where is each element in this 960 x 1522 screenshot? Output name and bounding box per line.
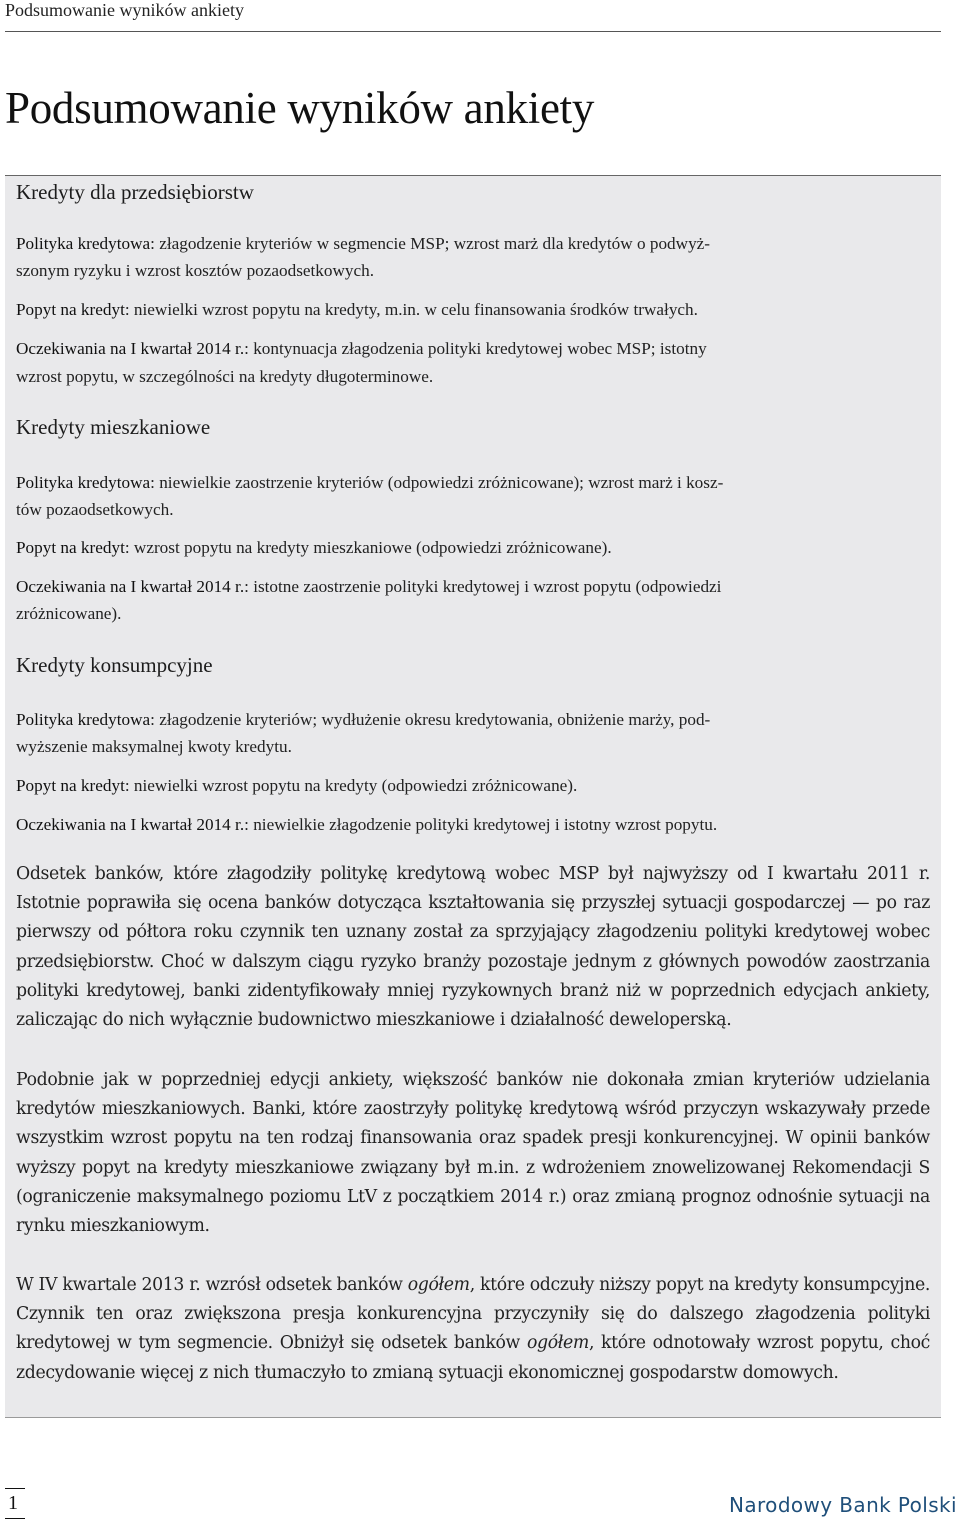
item-demand-line [16, 297, 698, 323]
item-text: : złagodzenie kryteriów w segmencie MSP; wzrost marż dla kredytów o podwyż- [150, 234, 711, 253]
item-text: : kontynuacja złagodzenia polityki kredytowej wobec MSP; istotny [244, 339, 707, 358]
item-text-continued: tów pozaodsetkowych. [16, 500, 174, 519]
page-title: Podsumowanie wyników ankiety [5, 83, 595, 133]
paragraph-text: W IV kwartale 2013 r. wzrósł odsetek banków [16, 1275, 408, 1295]
item-label: Popyt na kredyt [16, 300, 125, 319]
item-text-continued: zróżnicowane). [16, 604, 122, 623]
item-label: Popyt na kredyt [16, 538, 125, 557]
item-text: : niewielki wzrost popytu na kredyty (odpowiedzi zróżnicowane). [124, 776, 578, 795]
item-label: Popyt na kredyt [16, 776, 125, 795]
summary-box [5, 175, 941, 1418]
footer-page-rule-bottom [5, 1518, 25, 1519]
item-credit-policy-line [16, 707, 710, 733]
page-number: 1 [8, 1492, 18, 1514]
section-heading-mortgage-loans: Kredyty mieszkaniowe [16, 415, 211, 439]
nbp-logo: Narodowy Bank Polski [728, 1493, 957, 1517]
paragraph-consumer [16, 1271, 930, 1388]
item-text: : istotne zaostrzenie polityki kredytowej i wzrost popytu (odpowiedzi [244, 577, 722, 596]
item-label: Oczekiwania na I kwartał 2014 r. [16, 339, 245, 358]
paragraph-mortgage: Podobnie jak w poprzedniej edycji ankiety, większość banków nie dokonała zmian kryteriów udzielania kredytów mieszkaniowych. Banki, które zaostrzyły politykę kredytową wśród przyczyn wskazywały przede wszystkim wzrost popytu na ten rodzaj finansowania oraz spadek presji konkurencyjnej. W opinii banków wyższy popyt na kredyty mieszkaniowe związany był m.in. z wdrożeniem znowelizowanej Rekomendacji S (ograniczenie maksymalnego poziomu LtV z początkiem 2014 r.) oraz zmianą prognoz odnośnie sytuacji na rynku mieszkaniowym. [16, 1070, 930, 1237]
item-label: Polityka kredytowa [16, 473, 151, 492]
paragraph-enterprise: Odsetek banków, które złagodziły politykę kredytową wobec MSP był najwyższy od I kwartału 2011 r. Istotnie poprawiła się ocena banków dotycząca kształtowania się przyszłej sytuacji gospodarczej — po raz pierwszy od półtora roku czynnik ten uznany został za sprzyjający złagodzeniu polityki kredytowej wobec przedsiębiorstw. Choć w dalszym ciągu ryzyko branży pozostaje jednym z głównych powodów zaostrzania polityki kredytowej, banki zidentyfikowały mniej ryzykownych branż niż w poprzednich edycjach ankiety, zaliczając do nich wyłącznie budownictwo mieszkaniowe i działalność deweloperską. [16, 864, 930, 1031]
section-heading-enterprise-loans: Kredyty dla przedsiębiorstw [16, 180, 254, 204]
item-text: : złagodzenie kryteriów; wydłużenie okresu kredytowania, obniżenie marży, pod- [150, 710, 711, 729]
item-expectations-line [16, 574, 721, 600]
item-demand-line [16, 535, 612, 561]
header-divider [5, 31, 941, 32]
paragraph-text: , które odczuły niższy popyt na kredyty konsumpcyjne. Czynnik ten oraz zwiększona presja konkurencyjna przyczyniły się do dalszego złagodzenia polityki kredytowej w tym segmencie. Obniżył się odsetek banków [16, 1275, 930, 1354]
item-text-continued: wyższenie maksymalnej kwoty kredytu. [16, 737, 292, 756]
item-label: Oczekiwania na I kwartał 2014 r. [16, 577, 245, 596]
paragraph-emphasis: ogółem [407, 1275, 470, 1295]
item-credit-policy-line [16, 470, 723, 496]
item-credit-policy-line [16, 231, 710, 257]
item-demand-line [16, 773, 577, 799]
item-text-continued: szonym ryzyku i wzrost kosztów pozaodsetkowych. [16, 261, 375, 280]
item-expectations-line [16, 812, 717, 838]
paragraph-text: , które odnotowały wzrost popytu, choć zdecydowanie więcej z nich tłumaczyło to zmianą sytuacji ekonomicznej gospodarstw domowych. [16, 1333, 930, 1383]
running-head: Podsumowanie wyników ankiety [5, 0, 244, 20]
paragraph-emphasis: ogółem [526, 1333, 589, 1354]
section-heading-consumer-loans: Kredyty konsumpcyjne [16, 653, 213, 677]
footer-page-rule-top [5, 1488, 25, 1489]
item-text: : niewielkie zaostrzenie kryteriów (odpowiedzi zróżnicowane); wzrost marż i kosz- [150, 473, 724, 492]
item-text: : niewielkie złagodzenie polityki kredytowej i istotny wzrost popytu. [244, 815, 718, 834]
item-label: Polityka kredytowa [16, 710, 151, 729]
item-label: Oczekiwania na I kwartał 2014 r. [16, 815, 245, 834]
item-text-continued: wzrost popytu, w szczególności na kredyty długoterminowe. [16, 367, 434, 386]
item-expectations-line [16, 336, 707, 362]
item-text: : wzrost popytu na kredyty mieszkaniowe (odpowiedzi zróżnicowane). [124, 538, 612, 557]
item-text: : niewielki wzrost popytu na kredyty, m.in. w celu finansowania środków trwałych. [124, 300, 698, 319]
item-label: Polityka kredytowa [16, 234, 151, 253]
